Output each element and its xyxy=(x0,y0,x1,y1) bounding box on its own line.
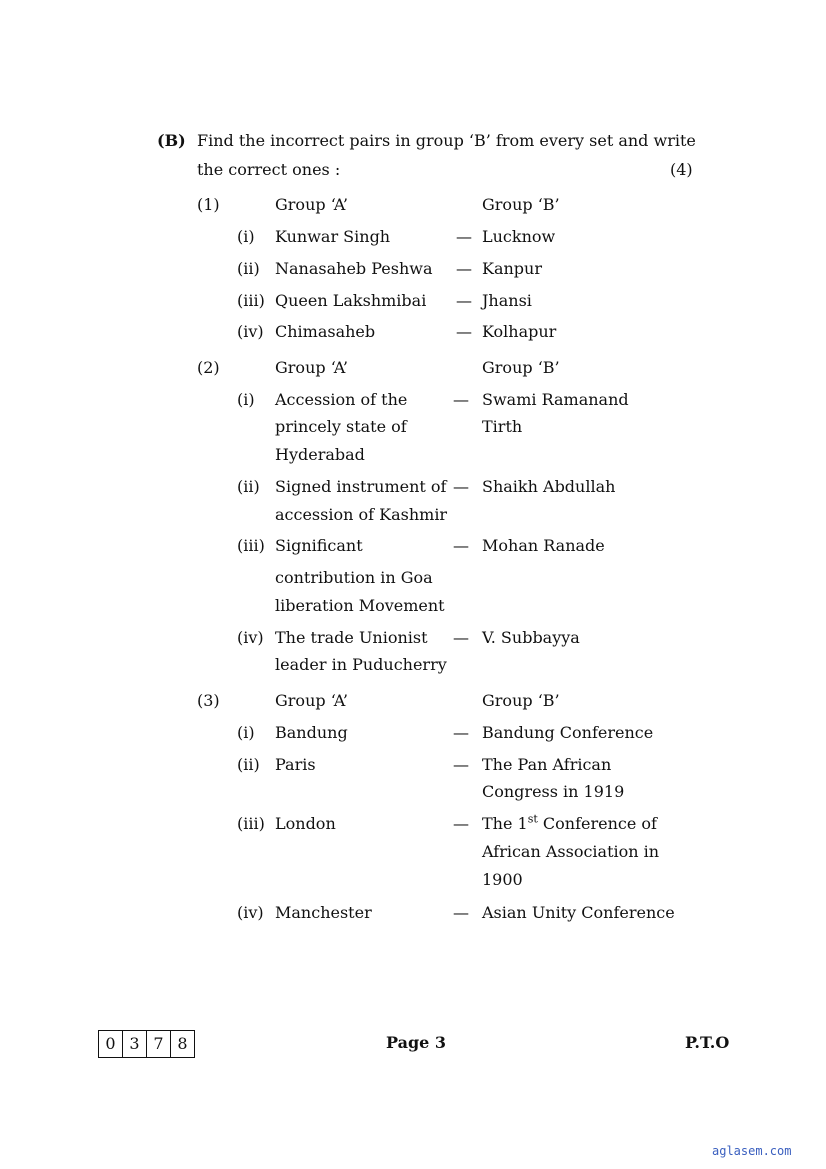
set-number: (2) xyxy=(197,358,220,377)
group-a-item: Bandung xyxy=(275,723,348,742)
group-b-text: Conference of xyxy=(537,814,657,833)
group-a-item: Significant xyxy=(275,536,363,555)
code-digit: 0 xyxy=(99,1031,123,1057)
group-b-item: Bandung Conference xyxy=(482,723,654,742)
group-a-item: Hyderabad xyxy=(275,445,365,464)
pair-dash: — xyxy=(456,259,472,278)
group-b-item: V. Subbayya xyxy=(482,628,580,647)
group-b-text: The 1 xyxy=(482,814,528,833)
code-digit: 8 xyxy=(177,1034,188,1053)
page-number: Page 3 xyxy=(386,1033,447,1052)
question-text-line2: the correct ones : xyxy=(197,160,341,179)
pair-number: (i) xyxy=(237,390,255,409)
pair-number: (iii) xyxy=(237,814,265,833)
group-a-item: Queen Lakshmibai xyxy=(275,291,427,310)
group-a-item: liberation Movement xyxy=(275,596,445,615)
ordinal-superscript: st xyxy=(527,812,538,826)
group-a-item: Signed instrument of xyxy=(275,477,447,496)
group-b-item: The Pan African xyxy=(482,755,612,774)
pair-dash: — xyxy=(453,477,469,496)
pair-number: (iii) xyxy=(237,536,265,555)
group-a-item: Accession of the xyxy=(275,390,408,409)
pair-dash: — xyxy=(456,291,472,310)
group-b-item: Tirth xyxy=(482,417,523,436)
pair-dash: — xyxy=(453,390,469,409)
question-marks: (4) xyxy=(670,160,693,179)
pair-dash: — xyxy=(453,755,469,774)
group-b-heading: Group ‘B’ xyxy=(482,195,560,214)
group-a-heading: Group ‘A’ xyxy=(275,691,349,710)
group-a-item: The trade Unionist xyxy=(275,628,428,647)
question-text-line1: Find the incorrect pairs in group ‘B’ from every set and write xyxy=(197,131,696,150)
set-number: (3) xyxy=(197,691,220,710)
group-a-item: princely state of xyxy=(275,417,407,436)
set-number: (1) xyxy=(197,195,220,214)
paper-code-box xyxy=(98,1030,195,1058)
group-a-item: Paris xyxy=(275,755,316,774)
group-a-heading: Group ‘A’ xyxy=(275,358,349,377)
group-a-item: Kunwar Singh xyxy=(275,227,391,246)
group-b-item: African Association in xyxy=(482,842,660,861)
group-b-item: Jhansi xyxy=(482,291,532,310)
pair-number: (ii) xyxy=(237,755,260,774)
pair-number: (iv) xyxy=(237,322,264,341)
group-b-heading: Group ‘B’ xyxy=(482,691,560,710)
pair-number: (ii) xyxy=(237,477,260,496)
group-b-item: Lucknow xyxy=(482,227,556,246)
pair-dash: — xyxy=(453,903,469,922)
group-a-item: London xyxy=(275,814,336,833)
group-a-item: Nanasaheb Peshwa xyxy=(275,259,433,278)
code-digit: 7 xyxy=(147,1031,171,1057)
group-b-item: Mohan Ranade xyxy=(482,536,605,555)
pair-number: (ii) xyxy=(237,259,260,278)
question-label: (B) xyxy=(157,131,186,150)
pair-number: (iv) xyxy=(237,628,264,647)
code-digit: 3 xyxy=(123,1031,147,1057)
group-b-item: Congress in 1919 xyxy=(482,782,625,801)
group-a-heading: Group ‘A’ xyxy=(275,195,349,214)
group-b-item: Shaikh Abdullah xyxy=(482,477,616,496)
pair-number: (i) xyxy=(237,227,255,246)
pto-label: P.T.O xyxy=(685,1033,730,1052)
pair-number: (iv) xyxy=(237,903,264,922)
group-b-heading: Group ‘B’ xyxy=(482,358,560,377)
pair-dash: — xyxy=(456,227,472,246)
group-a-item: leader in Puducherry xyxy=(275,655,447,674)
pair-dash: — xyxy=(453,723,469,742)
group-b-item xyxy=(482,810,657,838)
watermark: aglasem.com xyxy=(712,1144,792,1158)
group-a-item: contribution in Goa xyxy=(275,568,433,587)
group-a-item: Manchester xyxy=(275,903,372,922)
group-b-item: Swami Ramanand xyxy=(482,390,629,409)
group-a-item: accession of Kashmir xyxy=(275,505,448,524)
group-b-item: Kanpur xyxy=(482,259,542,278)
pair-number: (iii) xyxy=(237,291,265,310)
group-a-item: Chimasaheb xyxy=(275,322,376,341)
group-b-item: Kolhapur xyxy=(482,322,557,341)
group-b-item: 1900 xyxy=(482,870,523,889)
group-b-item: Asian Unity Conference xyxy=(482,903,675,922)
pair-dash: — xyxy=(453,536,469,555)
pair-dash: — xyxy=(456,322,472,341)
pair-dash: — xyxy=(453,628,469,647)
pair-dash: — xyxy=(453,814,469,833)
pair-number: (i) xyxy=(237,723,255,742)
